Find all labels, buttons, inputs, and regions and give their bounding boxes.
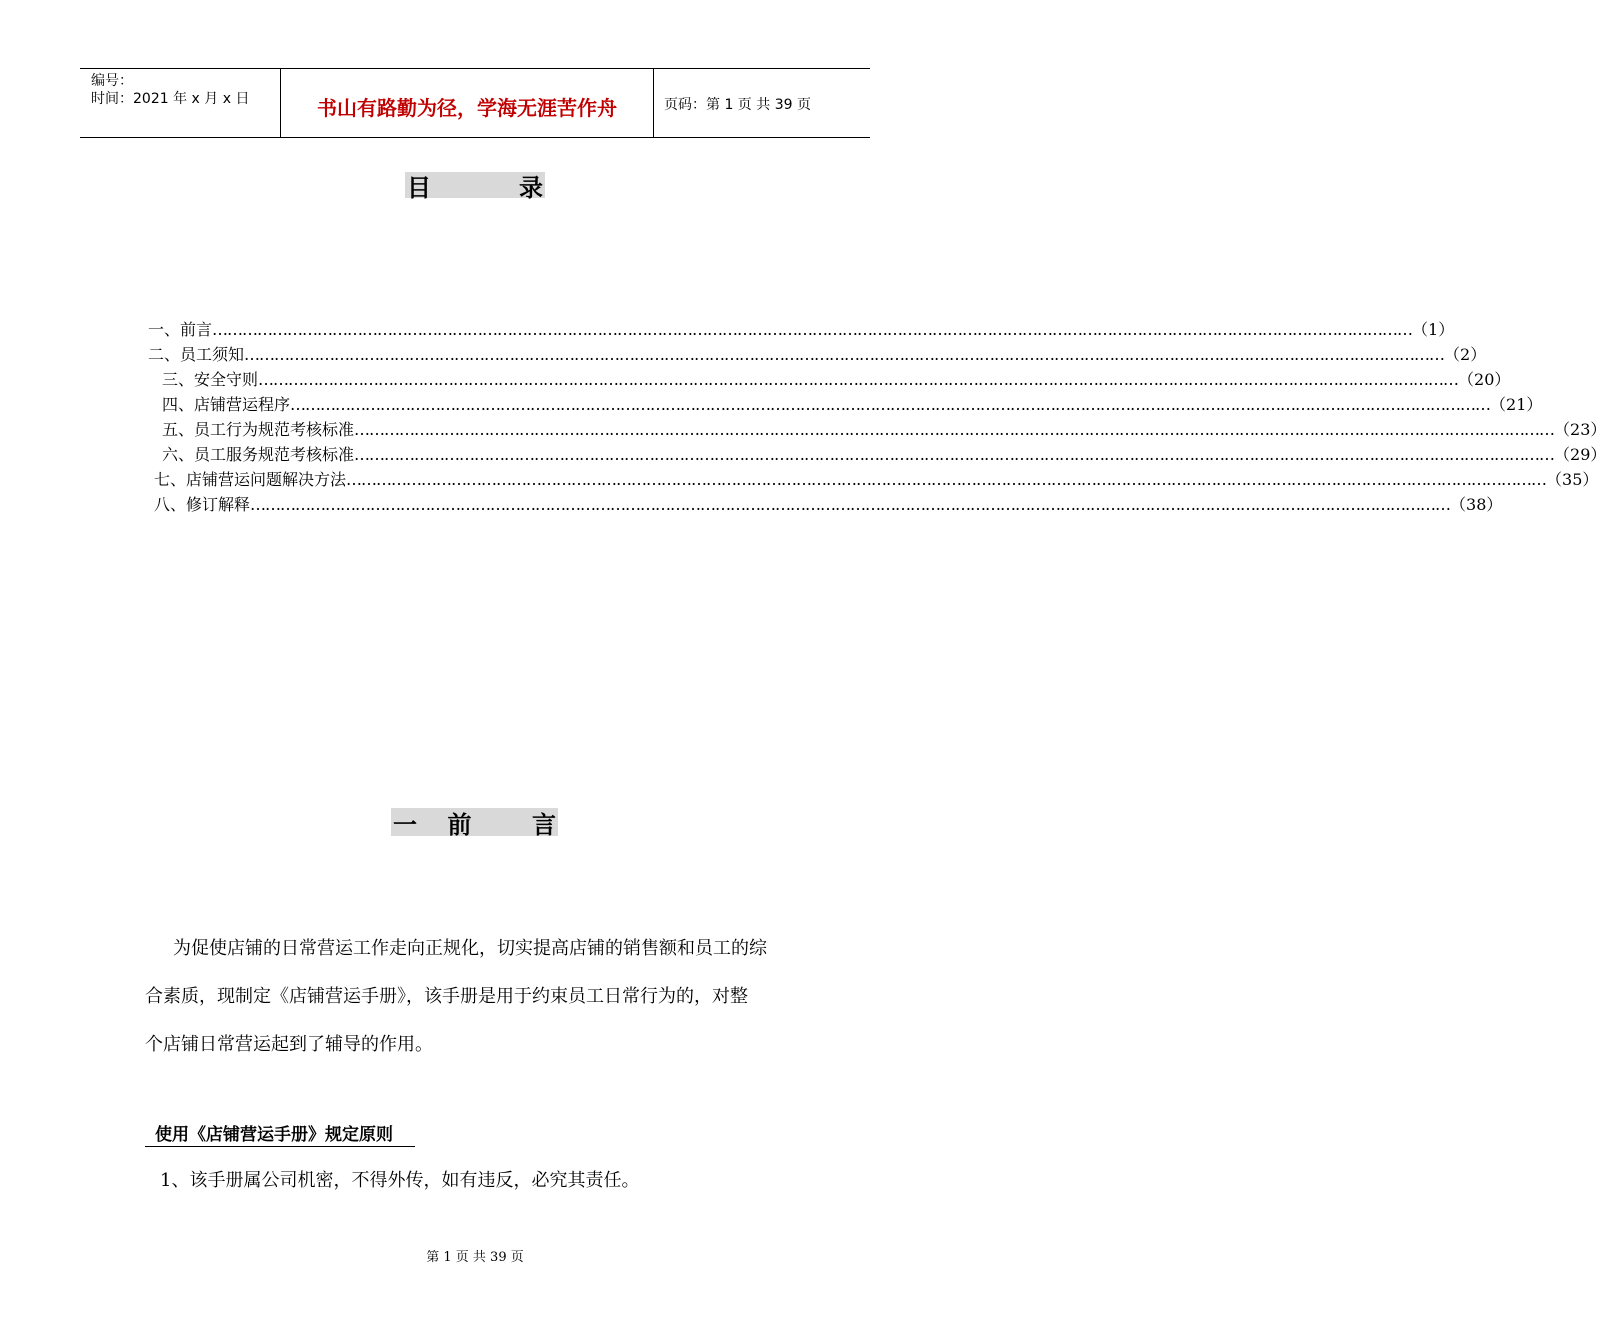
toc-entry[interactable] <box>148 492 1503 517</box>
toc-leader-dots: …………………………………………………………………………………………………………………………………………………………………………………………………………………… <box>354 420 1555 439</box>
intro-paragraph <box>145 925 815 1069</box>
section-title-b: 前 <box>447 810 472 839</box>
section-title <box>391 808 558 839</box>
header-motto: 书山有路勤为径，学海无涯苦作舟 <box>281 69 654 137</box>
toc-entry-label: 八、修订解释 <box>154 495 251 514</box>
toc-entry[interactable] <box>148 317 1455 342</box>
toc-entry-label: 一、前言 <box>148 320 213 339</box>
toc-leader-dots: …………………………………………………………………………………………………………………………………………………………………………………………………………………… <box>346 470 1547 489</box>
toc-title <box>405 172 545 202</box>
toc-leader-dots: …………………………………………………………………………………………………………………………………………………………………………………………………………………… <box>250 495 1451 514</box>
section-title-a: 一 <box>393 810 417 839</box>
header-table <box>80 68 870 138</box>
toc-entry[interactable] <box>148 442 1606 467</box>
toc-entry-page: （1） <box>1412 320 1455 339</box>
page-footer: 第 1 页 共 39 页 <box>426 1250 524 1265</box>
toc-entry[interactable] <box>148 467 1599 492</box>
toc-leader-dots: …………………………………………………………………………………………………………………………………………………………………………………………………………………… <box>212 320 1413 339</box>
header-meta-cell <box>80 69 281 137</box>
intro-line: 为促使店铺的日常营运工作走向正规化，切实提高店铺的销售额和员工的综 <box>173 938 767 959</box>
toc-entry-page: （21） <box>1490 395 1543 414</box>
toc-entry[interactable] <box>148 392 1543 417</box>
toc-entry-page: （29） <box>1554 445 1606 464</box>
toc-entry-label: 二、员工须知 <box>148 345 245 364</box>
rule-item: 1、该手册属公司机密，不得外传，如有违反，必究其责任。 <box>160 1170 640 1191</box>
toc-leader-dots: …………………………………………………………………………………………………………………………………………………………………………………………………………………… <box>290 395 1491 414</box>
toc-leader-dots: …………………………………………………………………………………………………………………………………………………………………………………………………………………… <box>244 345 1445 364</box>
table-of-contents <box>148 317 1606 517</box>
header-page-info: 页码：第 1 页 共 39 页 <box>664 97 811 113</box>
toc-entry-label: 六、员工服务规范考核标准 <box>162 445 355 464</box>
toc-entry[interactable] <box>148 342 1487 367</box>
toc-entry-label: 五、员工行为规范考核标准 <box>162 420 355 439</box>
time-label: 时间：2021 年 x 月 x 日 <box>91 91 250 107</box>
toc-leader-dots: …………………………………………………………………………………………………………………………………………………………………………………………………………………… <box>258 370 1459 389</box>
number-label: 编号： <box>91 73 133 89</box>
toc-entry-page: （38） <box>1450 495 1503 514</box>
toc-title-left: 目 <box>407 173 431 202</box>
toc-entry-page: （23） <box>1554 420 1606 439</box>
toc-entry-page: （35） <box>1546 470 1599 489</box>
intro-line: 个店铺日常营运起到了辅导的作用。 <box>145 1034 433 1055</box>
toc-entry[interactable] <box>148 367 1511 392</box>
section-title-c: 言 <box>532 810 556 839</box>
rules-heading: 使用《店铺营运手册》规定原则 <box>145 1120 415 1147</box>
toc-entry-page: （20） <box>1458 370 1511 389</box>
toc-entry-label: 四、店铺营运程序 <box>162 395 291 414</box>
toc-entry-page: （2） <box>1444 345 1487 364</box>
toc-entry-label: 七、店铺营运问题解决方法 <box>154 470 347 489</box>
intro-line: 合素质，现制定《店铺营运手册》，该手册是用于约束员工日常行为的，对整 <box>145 986 748 1007</box>
toc-entry[interactable] <box>148 417 1606 442</box>
toc-leader-dots: …………………………………………………………………………………………………………………………………………………………………………………………………………………… <box>354 445 1555 464</box>
toc-title-right: 录 <box>519 173 543 202</box>
toc-entry-label: 三、安全守则 <box>162 370 259 389</box>
